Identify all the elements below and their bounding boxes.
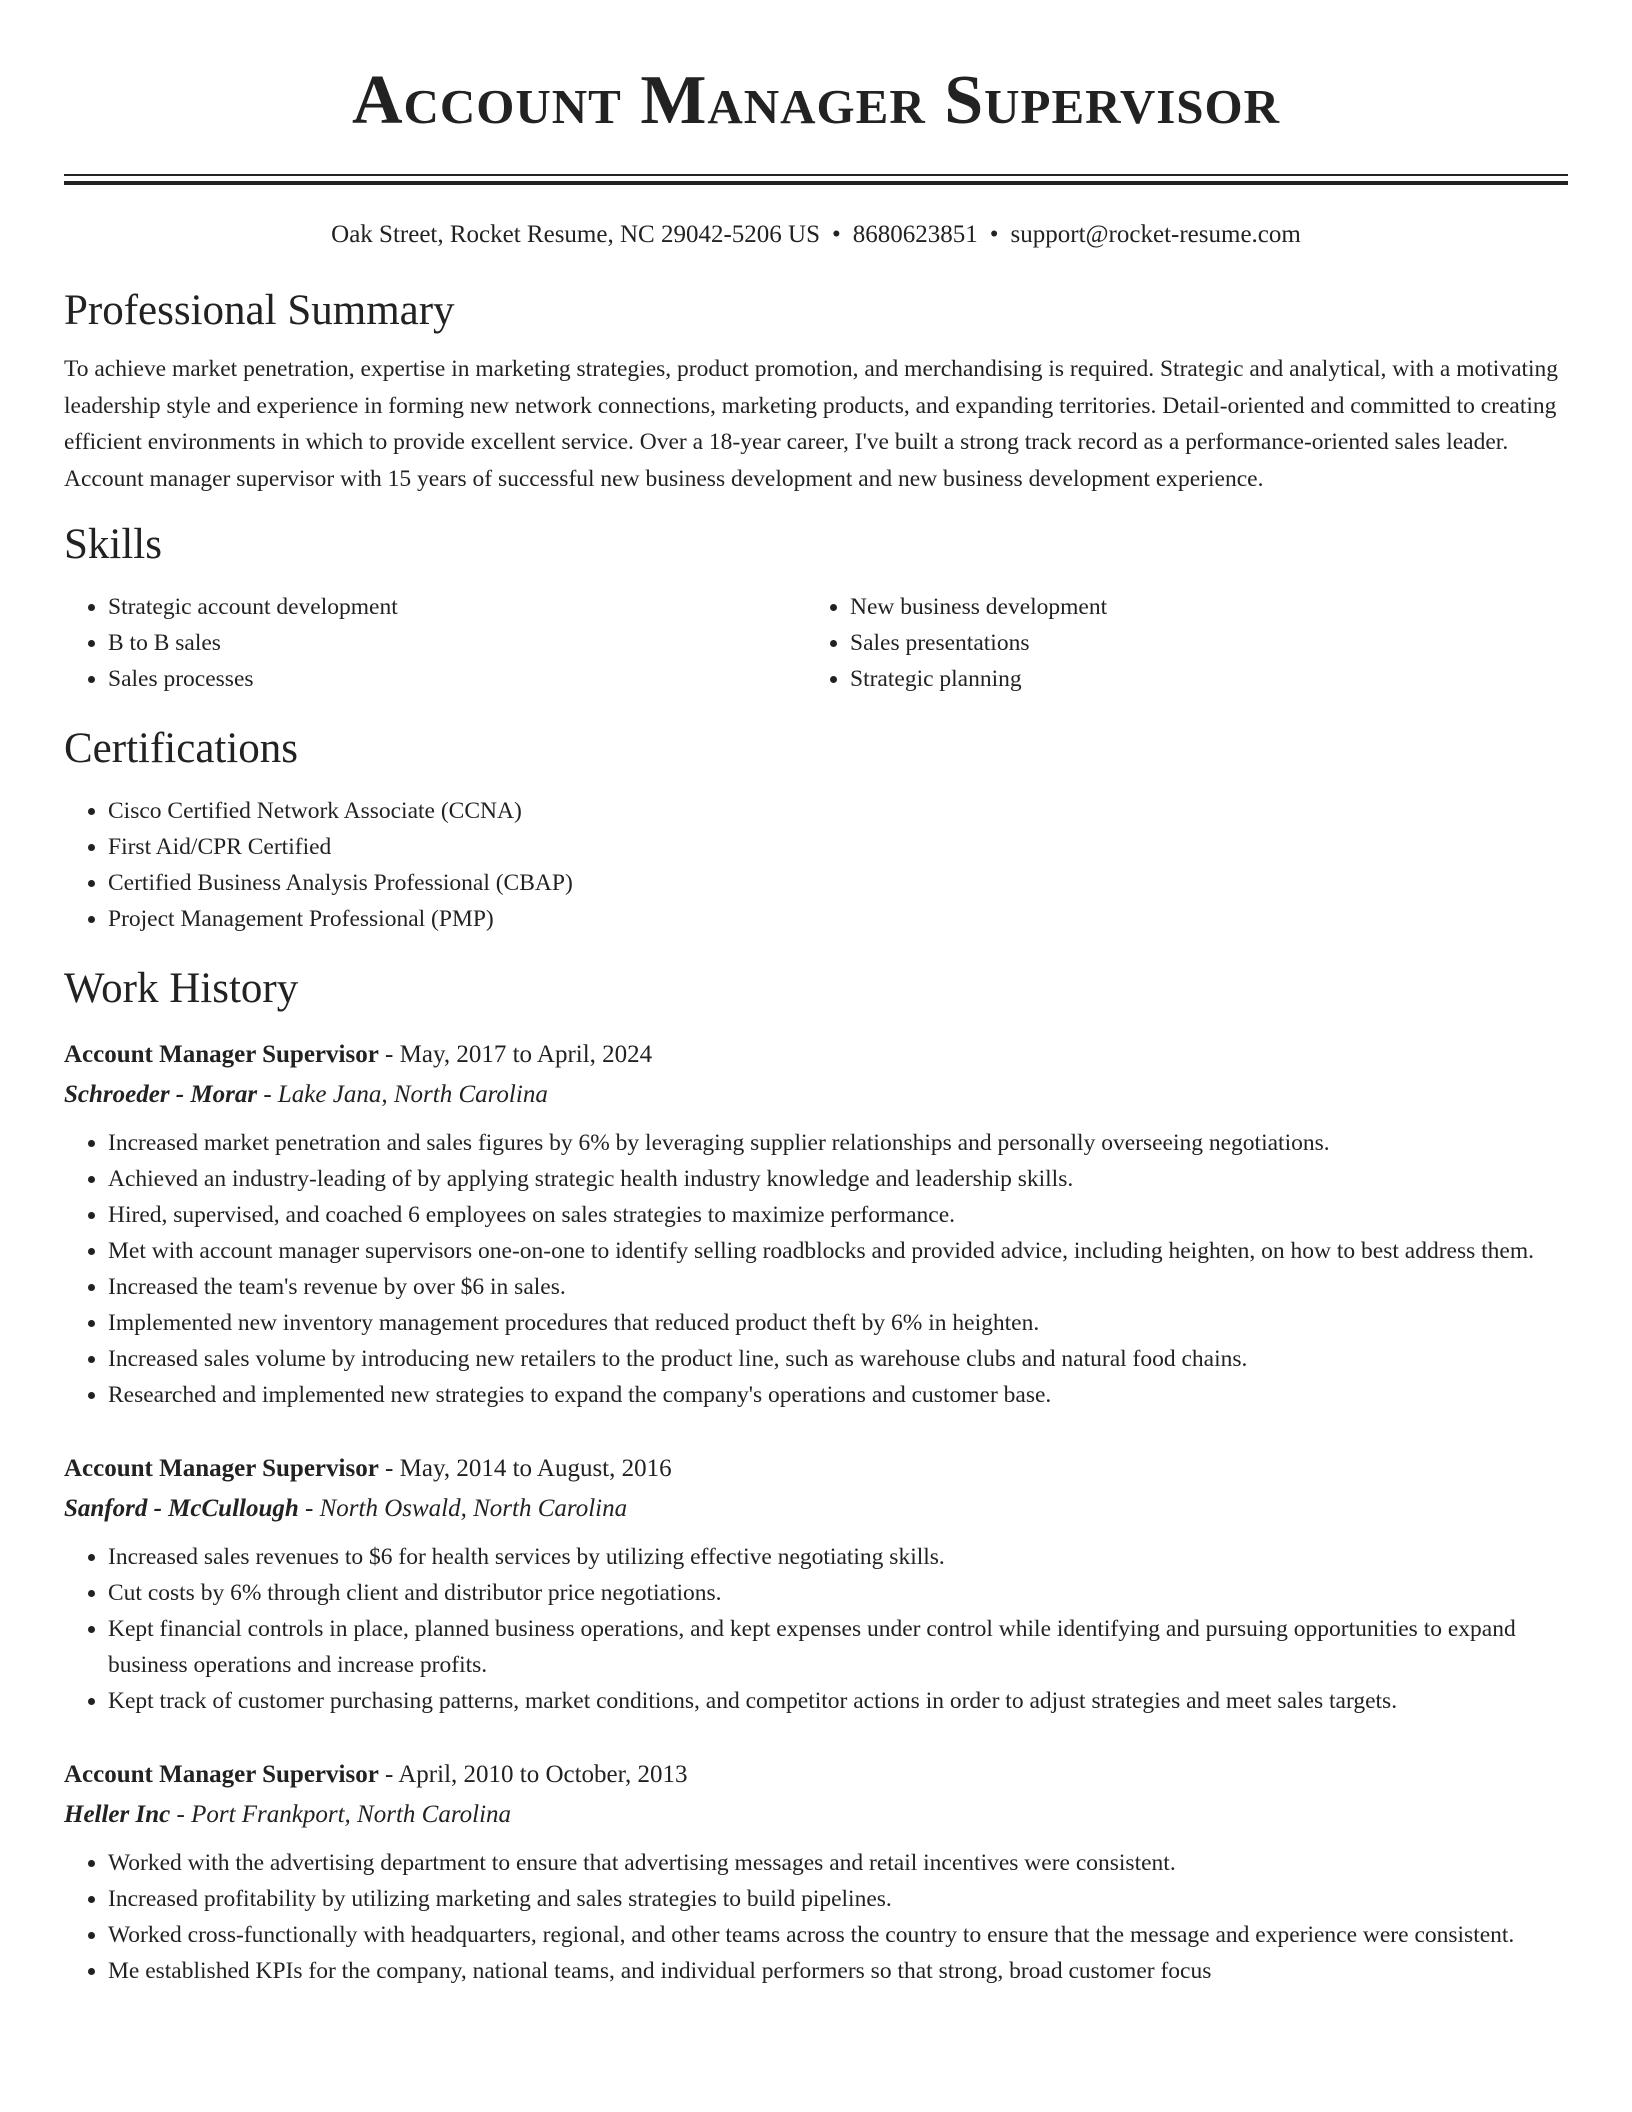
contact-separator: • (989, 221, 999, 248)
contact-phone: 8680623851 (852, 221, 978, 248)
summary-text: To achieve market penetration, expertise in marketing strategies, product promotion, and merchandising is required. Strategic and analytical, with a motivating leadership style and experience in forming new network connections, marketing products, and expanding territories. Detail-oriented and committed to creating efficient environments in which to provide excellent service. Over a 18-year career, I've built a strong track record as a performance-oriented sales leader. Account manager supervisor with 15 years of successful new business development and new business development experience. (64, 356, 1559, 492)
work-history-section (64, 963, 1568, 1989)
job-location: - Port Frankport, North Carolina (170, 1801, 512, 1828)
certifications-heading: Certifications (64, 725, 299, 772)
job-bullet: • Kept track of customer purchasing patterns, market conditions, and competitor actions in order to adjust strategies and meet sales targets. (108, 1683, 1568, 1719)
job-company: Schroeder - Morar (64, 1081, 258, 1108)
job-location: - North Oswald, North Carolina (298, 1495, 628, 1522)
job-company-line (64, 1489, 1568, 1529)
job-title: Account Manager Supervisor (64, 1455, 379, 1482)
contact-line (64, 219, 1568, 251)
job-bullets (64, 1539, 1568, 1719)
skills-list-right (806, 589, 1568, 697)
job-bullets (64, 1845, 1568, 1989)
job-bullet: • Increased the team's revenue by over $6 in sales. (108, 1269, 1568, 1305)
job-entry (64, 1755, 1568, 1989)
skill-item: • Sales processes (108, 661, 806, 697)
job-bullet: • Increased sales volume by introducing new retailers to the product line, such as warehouse clubs and natural food chains. (108, 1341, 1568, 1377)
job-company: Sanford - McCullough (64, 1495, 299, 1522)
job-location: - Lake Jana, North Carolina (257, 1081, 548, 1108)
certification-item: • Project Management Professional (PMP) (108, 901, 1568, 937)
job-bullet: • Increased sales revenues to $6 for health services by utilizing effective negotiating skills. (108, 1539, 1568, 1575)
skills-grid (64, 589, 1568, 697)
skills-section (64, 519, 1568, 697)
job-title-line (64, 1035, 1568, 1075)
job-company-line (64, 1075, 1568, 1115)
job-dates: - April, 2010 to October, 2013 (378, 1761, 688, 1788)
job-bullet: • Kept financial controls in place, planned business operations, and kept expenses under control while identifying and pursuing opportunities to expand business operations and increase profits. (108, 1611, 1568, 1683)
skill-item: • New business development (850, 589, 1568, 625)
skills-list-left (64, 589, 806, 697)
job-title-line (64, 1449, 1568, 1489)
contact-email: support@rocket-resume.com (1010, 221, 1301, 248)
skill-item: • Strategic planning (850, 661, 1568, 697)
skills-heading: Skills (64, 521, 162, 568)
job-bullet: • Achieved an industry-leading of by applying strategic health industry knowledge and leadership skills. (108, 1161, 1568, 1197)
job-company: Heller Inc (64, 1801, 171, 1828)
job-bullet: • Met with account manager supervisors one-on-one to identify selling roadblocks and provided advice, including heighten, on how to best address them. (108, 1233, 1568, 1269)
job-company-line (64, 1795, 1568, 1835)
skill-item: • Sales presentations (850, 625, 1568, 661)
job-title: Account Manager Supervisor (64, 1041, 379, 1068)
job-bullet: • Increased profitability by utilizing marketing and sales strategies to build pipelines. (108, 1881, 1568, 1917)
job-bullet: • Increased market penetration and sales figures by 6% by leveraging supplier relationships and personally overseeing negotiations. (108, 1125, 1568, 1161)
job-bullet: • Me established KPIs for the company, national teams, and individual performers so that strong, broad customer focus (108, 1953, 1568, 1989)
job-bullets (64, 1125, 1568, 1413)
job-bullet: • Implemented new inventory management procedures that reduced product theft by 6% in heighten. (108, 1305, 1568, 1341)
resume-name: Account Manager Supervisor (351, 62, 1281, 139)
job-dates: - May, 2017 to April, 2024 (378, 1041, 653, 1068)
certifications-list (64, 793, 1568, 937)
job-entry (64, 1035, 1568, 1413)
contact-address: Oak Street, Rocket Resume, NC 29042-5206 US (331, 221, 820, 248)
job-bullet: • Cut costs by 6% through client and distributor price negotiations. (108, 1575, 1568, 1611)
header-divider (64, 174, 1568, 185)
job-entry (64, 1449, 1568, 1719)
certification-item: • Certified Business Analysis Professional (CBAP) (108, 865, 1568, 901)
contact-separator: • (832, 221, 841, 248)
job-dates: - May, 2014 to August, 2016 (378, 1455, 672, 1482)
job-bullet: • Researched and implemented new strategies to expand the company's operations and customer base. (108, 1377, 1568, 1413)
job-title: Account Manager Supervisor (64, 1761, 379, 1788)
summary-heading: Professional Summary (64, 287, 455, 334)
certification-item: • First Aid/CPR Certified (108, 829, 1568, 865)
skill-item: • B to B sales (108, 625, 806, 661)
job-bullet: • Hired, supervised, and coached 6 employees on sales strategies to maximize performance. (108, 1197, 1568, 1233)
job-title-line (64, 1755, 1568, 1795)
summary-section (64, 285, 1568, 497)
skill-item: • Strategic account development (108, 589, 806, 625)
job-bullet: • Worked with the advertising department to ensure that advertising messages and retail incentives were consistent. (108, 1845, 1568, 1881)
certifications-section (64, 723, 1568, 937)
job-bullet: • Worked cross-functionally with headquarters, regional, and other teams across the country to ensure that the message and experience were consistent. (108, 1917, 1568, 1953)
certification-item: • Cisco Certified Network Associate (CCNA) (108, 793, 1568, 829)
work-history-heading: Work History (64, 965, 299, 1012)
